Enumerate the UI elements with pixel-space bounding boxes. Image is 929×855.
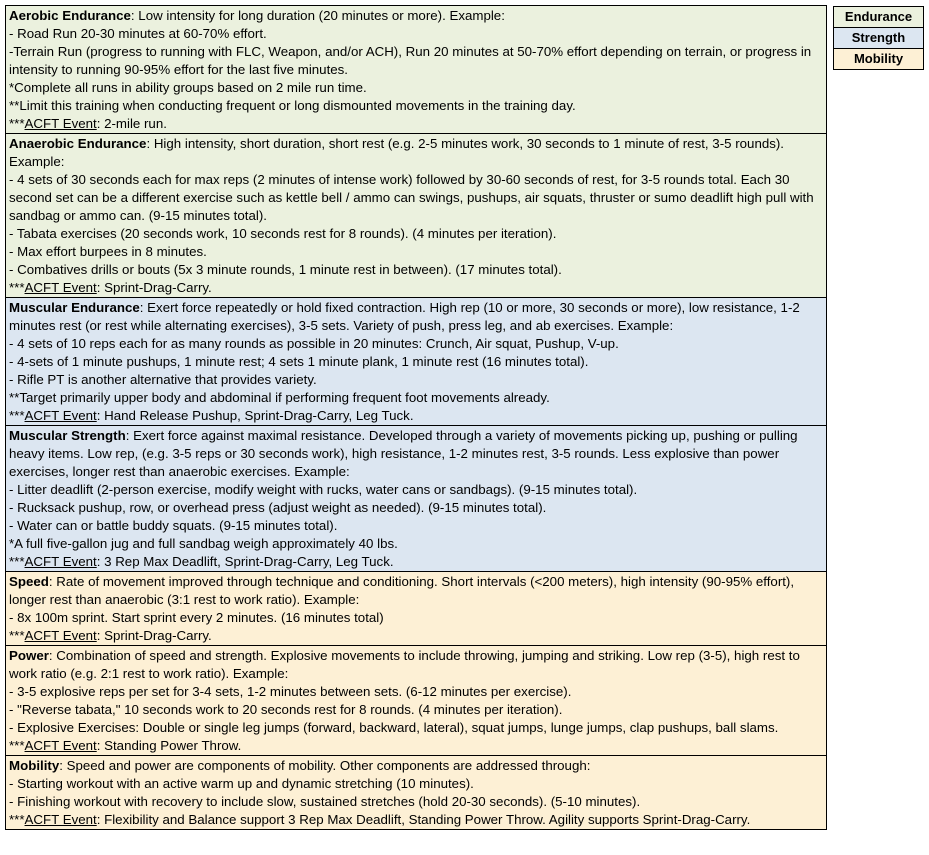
event-text: : Sprint-Drag-Carry. (96, 280, 212, 295)
training-block (5, 425, 827, 571)
acft-event-line (9, 279, 823, 297)
block-line: - 3-5 explosive reps per set for 3-4 sets, 1-2 minutes between sets. (6-12 minutes per exercise). (9, 684, 572, 699)
acft-event-line (9, 627, 823, 645)
block-title: Aerobic Endurance (9, 8, 131, 23)
block-line: - Starting workout with an active warm up and dynamic stretching (10 minutes). (9, 776, 474, 791)
block-intro-text: : Exert force against maximal resistance. Developed through a variety of movements picking up, pushing or pulling heavy items. Low rep, (e.g. 3-5 reps or 30 seconds work), high resistance, 1-2 minutes rest, 3-5 rounds. Less explosive than power exercises, longer rest than anaerobic exercises. Example: (9, 428, 798, 479)
training-table (5, 5, 827, 830)
block-line: **Target primarily upper body and abdominal if performing frequent foot movements already. (9, 390, 550, 405)
block-intro-text: : Exert force repeatedly or hold fixed contraction. High rep (10 or more, 30 seconds or more), low resistance, 1-2 minutes rest (or rest while alternating exercises), 3-5 sets. Variety of push, press leg, and ab exercises. Example: (9, 300, 800, 333)
training-block (5, 755, 827, 830)
block-line: **Limit this training when conducting frequent or long dismounted movements in the training day. (9, 98, 576, 113)
acft-event-line (9, 811, 823, 829)
block-intro-text: : Combination of speed and strength. Explosive movements to include throwing, jumping and striking. Low rep (3-5), high rest to work ratio (e.g. 2:1 rest to work ratio). Example: (9, 648, 800, 681)
block-intro-text: : High intensity, short duration, short rest (e.g. 2-5 minutes work, 30 seconds to 1 minute of rest, 3-5 rounds). Example: (9, 136, 784, 169)
block-line: - 4-sets of 1 minute pushups, 1 minute rest; 4 sets 1 minute plank, 1 minute rest (16 minutes total). (9, 354, 589, 369)
block-intro (9, 135, 823, 171)
event-text: : 2-mile run. (96, 116, 167, 131)
block-line: - Litter deadlift (2-person exercise, modify weight with rucks, water cans or sandbags). (9-15 minutes total). (9, 482, 638, 497)
block-intro (9, 757, 823, 775)
block-intro-text: : Rate of movement improved through technique and conditioning. Short intervals (<200 meters), high intensity (90-95% effort), longer rest than anaerobic (3:1 rest to work ratio). Example: (9, 574, 795, 607)
legend-strength: Strength (833, 27, 924, 48)
block-intro-text: : Low intensity for long duration (20 minutes or more). Example: (130, 8, 505, 23)
event-text: : Standing Power Throw. (96, 738, 242, 753)
event-label: ACFT Event (24, 628, 97, 643)
block-line: *Complete all runs in ability groups based on 2 mile run time. (9, 80, 367, 95)
block-line: -Terrain Run (progress to running with FLC, Weapon, and/or ACH), Run 20 minutes at 50-70% effort depending on terrain, or progress in intensity to running 90-95% effort for the last five minutes. (9, 44, 812, 77)
block-title: Speed (9, 574, 49, 589)
acft-event-line (9, 553, 823, 571)
block-title: Muscular Strength (9, 428, 126, 443)
acft-event-line (9, 737, 823, 755)
block-line: - Road Run 20-30 minutes at 60-70% effort. (9, 26, 267, 41)
event-label: ACFT Event (24, 280, 97, 295)
block-line: - 4 sets of 10 reps each for as many rounds as possible in 20 minutes: Crunch, Air squat, Pushup, V-up. (9, 336, 619, 351)
event-label: ACFT Event (24, 408, 97, 423)
event-prefix: *** (9, 408, 25, 423)
event-text: : Sprint-Drag-Carry. (96, 628, 212, 643)
block-line: - "Reverse tabata," 10 seconds work to 20 seconds rest for 8 rounds. (4 minutes per iteration). (9, 702, 563, 717)
acft-event-line (9, 115, 823, 133)
block-title: Anaerobic Endurance (9, 136, 147, 151)
training-block (5, 133, 827, 297)
event-prefix: *** (9, 738, 25, 753)
block-title: Mobility (9, 758, 60, 773)
block-line: - Rucksack pushup, row, or overhead press (adjust weight as needed). (9-15 minutes total). (9, 500, 547, 515)
event-text: : Flexibility and Balance support 3 Rep Max Deadlift, Standing Power Throw. Agility supports Sprint-Drag-Carry. (96, 812, 751, 827)
block-intro (9, 573, 823, 609)
event-prefix: *** (9, 116, 25, 131)
block-intro-text: : Speed and power are components of mobility. Other components are addressed through: (59, 758, 591, 773)
block-line: - Water can or battle buddy squats. (9-15 minutes total). (9, 518, 338, 533)
event-label: ACFT Event (24, 116, 97, 131)
legend-endurance: Endurance (833, 6, 924, 27)
block-line: - Rifle PT is another alternative that provides variety. (9, 372, 317, 387)
block-line: - Tabata exercises (20 seconds work, 10 seconds rest for 8 rounds). (4 minutes per iteration). (9, 226, 557, 241)
training-block (5, 5, 827, 133)
block-line: - Max effort burpees in 8 minutes. (9, 244, 207, 259)
acft-event-line (9, 407, 823, 425)
block-line: - Combatives drills or bouts (5x 3 minute rounds, 1 minute rest in between). (17 minutes total). (9, 262, 562, 277)
block-line: *A full five-gallon jug and full sandbag weigh approximately 40 lbs. (9, 536, 398, 551)
training-block (5, 297, 827, 425)
legend-mobility: Mobility (833, 48, 924, 70)
block-line: - Finishing workout with recovery to include slow, sustained stretches (hold 20-30 seconds). (5-10 minutes). (9, 794, 641, 809)
event-text: : 3 Rep Max Deadlift, Sprint-Drag-Carry, Leg Tuck. (96, 554, 394, 569)
event-prefix: *** (9, 554, 25, 569)
event-label: ACFT Event (24, 738, 97, 753)
block-title: Power (9, 648, 49, 663)
event-prefix: *** (9, 280, 25, 295)
event-prefix: *** (9, 628, 25, 643)
training-block (5, 645, 827, 755)
block-intro (9, 299, 823, 335)
event-label: ACFT Event (24, 554, 97, 569)
event-prefix: *** (9, 812, 25, 827)
event-text: : Hand Release Pushup, Sprint-Drag-Carry, Leg Tuck. (96, 408, 414, 423)
block-line: - 4 sets of 30 seconds each for max reps (2 minutes of intense work) followed by 30-60 seconds of rest, for 3-5 rounds total. Each 30 second set can be a different exercise such as kettle bell / ammo can swings, pushups, air squats, thruster or sumo deadlift high pull with sandbag or ammo can. (9-15 minutes total). (9, 172, 814, 223)
block-intro (9, 647, 823, 683)
block-intro (9, 427, 823, 481)
block-title: Muscular Endurance (9, 300, 140, 315)
block-line: - Explosive Exercises: Double or single leg jumps (forward, backward, lateral), squat jumps, lunge jumps, clap pushups, ball slams. (9, 720, 779, 735)
block-line: - 8x 100m sprint. Start sprint every 2 minutes. (16 minutes total) (9, 610, 384, 625)
training-block (5, 571, 827, 645)
block-intro (9, 7, 823, 25)
category-legend (833, 6, 924, 70)
event-label: ACFT Event (24, 812, 97, 827)
